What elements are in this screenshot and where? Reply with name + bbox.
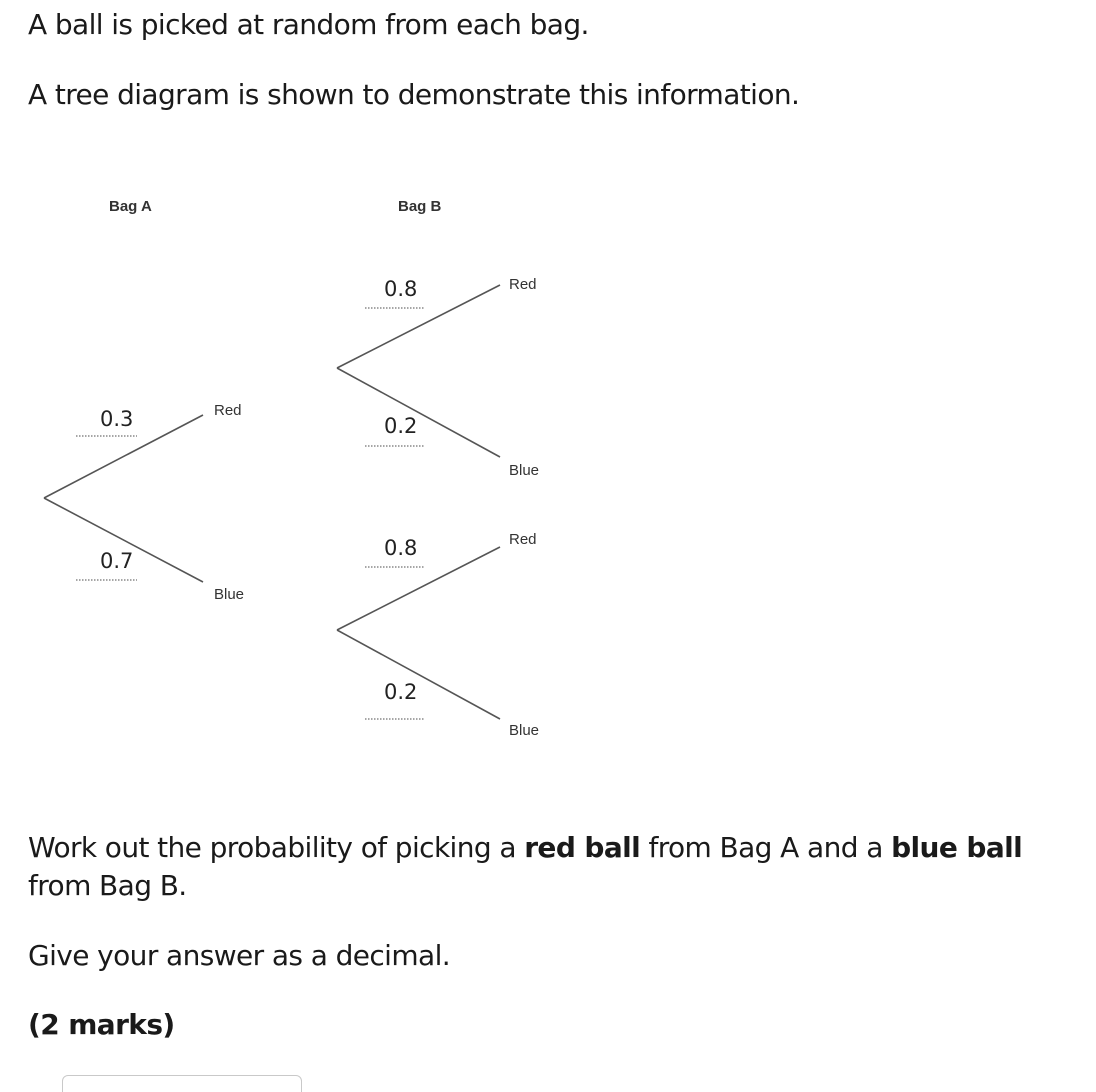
branch-b-red-after-blue [337,547,500,630]
prob-b2-red: 0.8 [384,536,418,560]
outcome-a-red: Red [214,402,242,419]
outcome-b1-blue: Blue [509,462,540,479]
question-part-1: Work out the probability of picking a [28,831,525,864]
tree-diagram-svg [0,170,620,770]
question-text [28,829,1083,905]
prob-b1-blue: 0.2 [384,414,418,438]
branch-b-blue-after-blue [337,630,500,719]
tree-diagram [0,170,620,770]
intro-line-1: A ball is picked at random from each bag. [28,8,589,41]
answer-input[interactable] [62,1075,302,1092]
question-part-3: from Bag B. [28,869,187,902]
outcome-a-blue: Blue [214,586,245,603]
branch-b-blue-after-red [337,368,500,457]
prob-b2-blue: 0.2 [384,680,418,704]
prob-b1-red: 0.8 [384,277,418,301]
outcome-b2-red: Red [509,531,537,548]
question-bold-red-ball: red ball [524,831,641,864]
outcome-b1-red: Red [509,276,537,293]
prob-a-red: 0.3 [100,407,134,431]
instruction-text: Give your answer as a decimal. [28,939,451,972]
question-part-2: from Bag A and a [640,831,892,864]
bag-a-label: Bag A [109,198,152,215]
prob-a-blue: 0.7 [100,549,134,573]
bag-b-label: Bag B [398,198,442,215]
intro-line-2: A tree diagram is shown to demonstrate this information. [28,78,800,111]
marks-label: (2 marks) [28,1008,175,1041]
question-bold-blue-ball: blue ball [891,831,1023,864]
outcome-b2-blue: Blue [509,722,540,739]
branch-b-red-after-red [337,285,500,368]
